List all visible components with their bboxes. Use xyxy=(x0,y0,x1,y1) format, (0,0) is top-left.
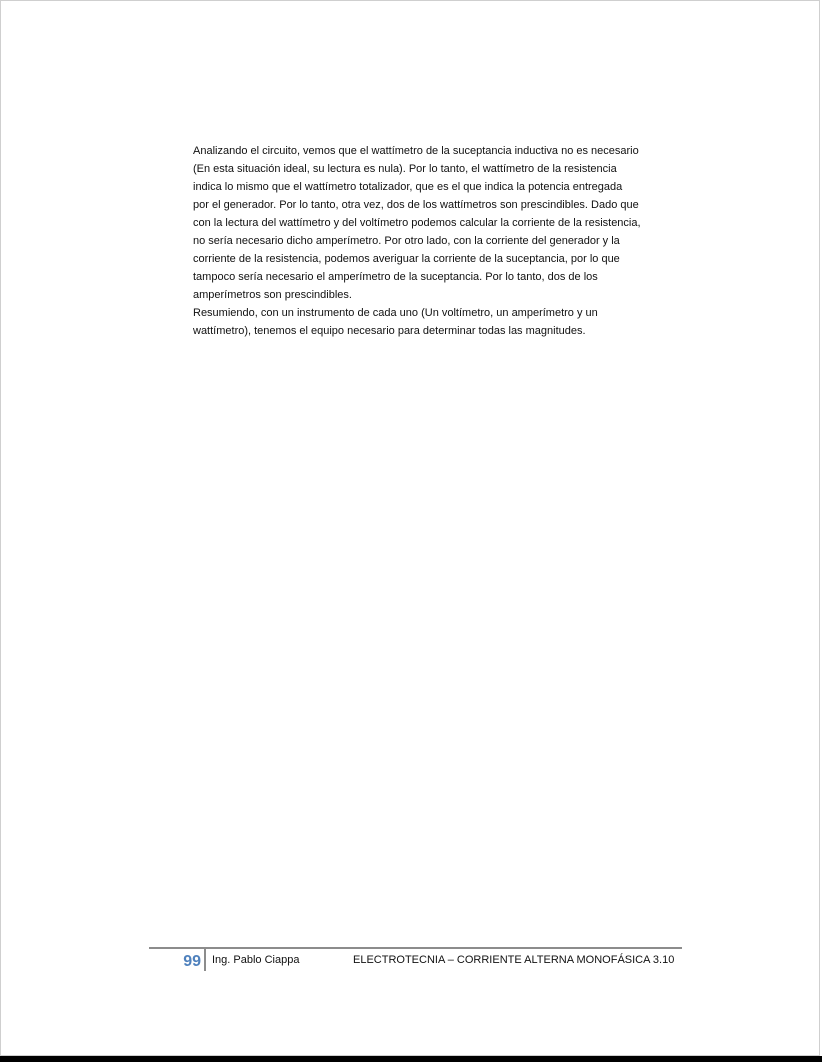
body-line: (En esta situación ideal, su lectura es nula). Por lo tanto, el wattímetro de la resistencia xyxy=(193,163,617,175)
footer-title: ELECTROTECNIA – CORRIENTE ALTERNA MONOFÁSICA 3.10 xyxy=(353,954,675,966)
body-paragraphs xyxy=(193,142,693,340)
body-line: no sería necesario dicho amperímetro. Por otro lado, con la corriente del generador y la xyxy=(193,235,620,247)
body-line: tampoco sería necesario el amperímetro de la suceptancia. Por lo tanto, dos de los xyxy=(193,271,598,283)
body-line: corriente de la resistencia, podemos averiguar la corriente de la suceptancia, por lo que xyxy=(193,253,620,265)
body-line: por el generador. Por lo tanto, otra vez, dos de los wattímetros son prescindibles. Dado que xyxy=(193,199,639,211)
viewer-bottom-edge xyxy=(0,1056,822,1062)
body-line: Resumiendo, con un instrumento de cada uno (Un voltímetro, un amperímetro y un xyxy=(193,307,598,319)
body-line: Analizando el circuito, vemos que el wattímetro de la suceptancia inductiva no es necesario xyxy=(193,145,639,157)
body-line: con la lectura del wattímetro y del voltímetro podemos calcular la corriente de la resistencia, xyxy=(193,217,641,229)
body-line: indica lo mismo que el wattímetro totalizador, que es el que indica la potencia entregada xyxy=(193,181,623,193)
page-number: 99 xyxy=(183,953,201,970)
body-line: wattímetro), tenemos el equipo necesario para determinar todas las magnitudes. xyxy=(193,325,586,337)
footer-divider xyxy=(204,949,206,971)
body-line: amperímetros son prescindibles. xyxy=(193,289,352,301)
footer-author: Ing. Pablo Ciappa xyxy=(212,954,300,966)
footer-rule xyxy=(149,947,682,949)
